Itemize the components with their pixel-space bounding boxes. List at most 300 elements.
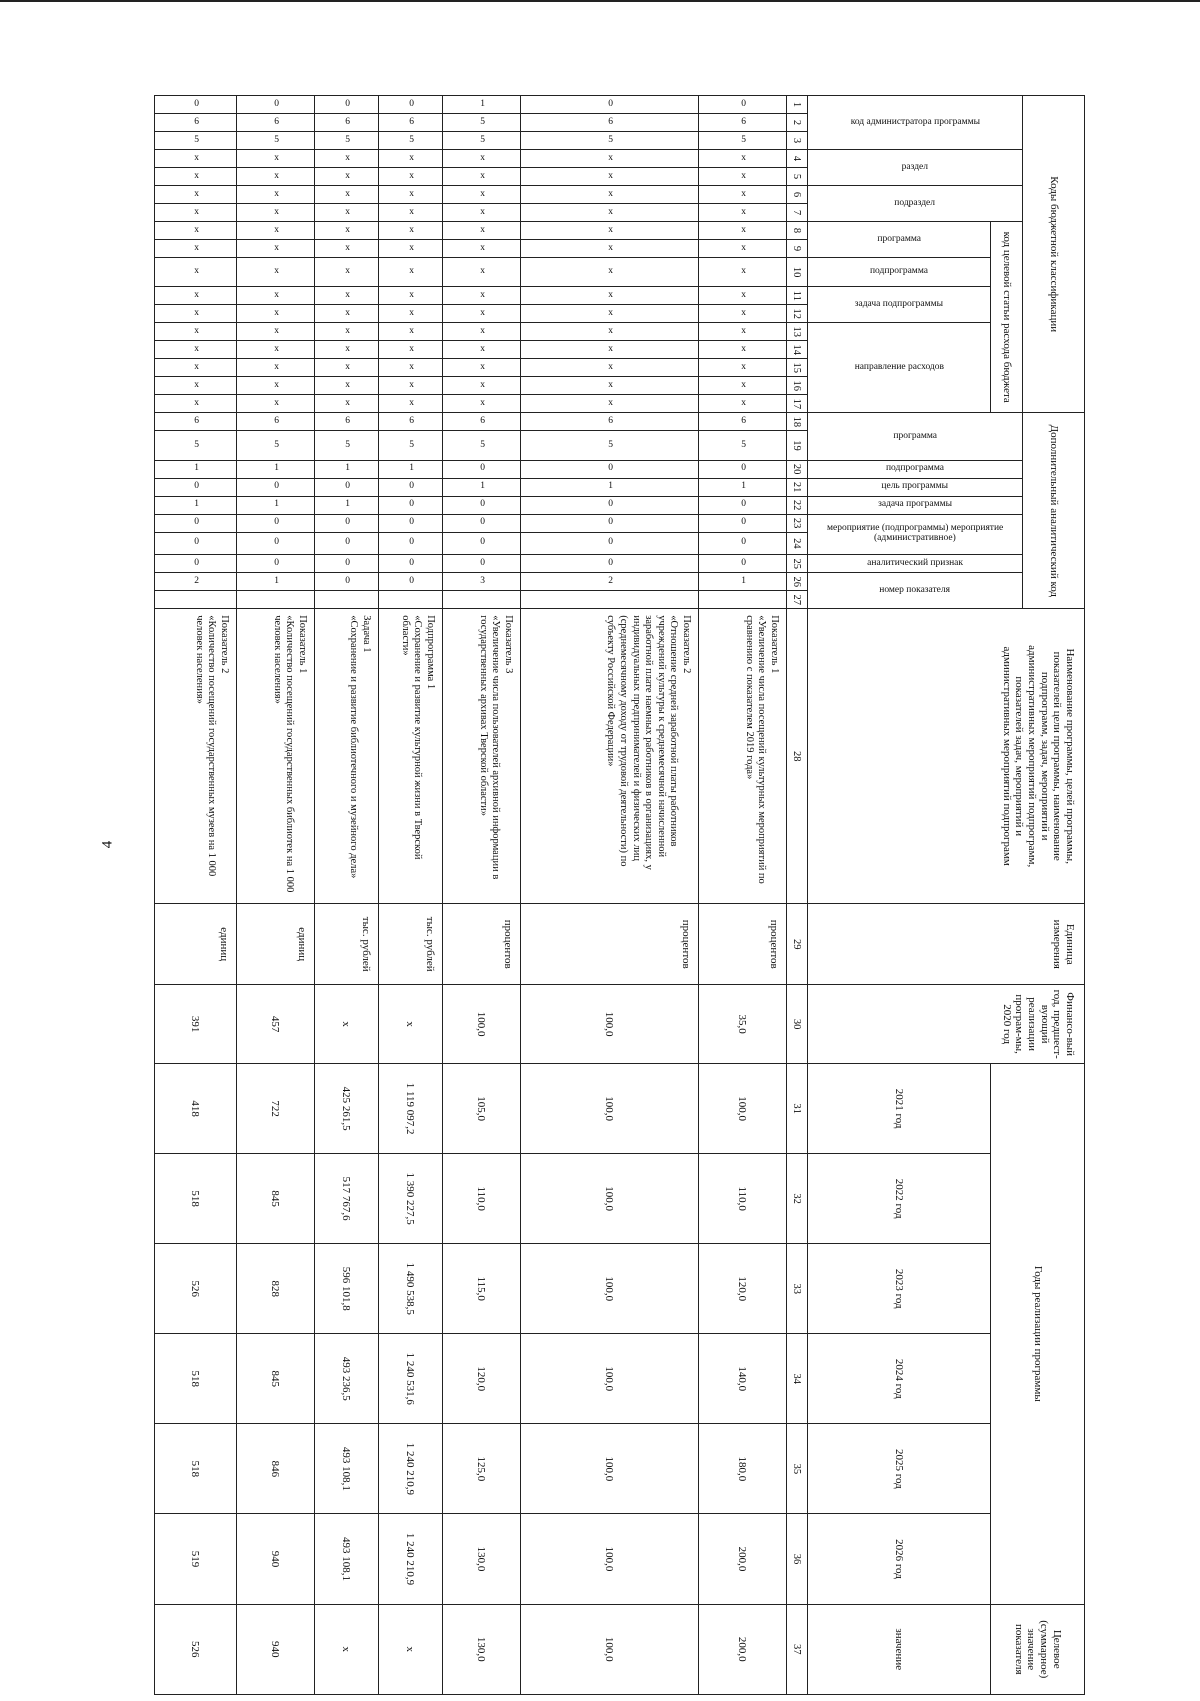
code-digit: x	[345, 343, 351, 354]
column-number: 13	[787, 323, 808, 341]
code-cell	[699, 240, 787, 258]
code-cell	[155, 168, 237, 186]
row-unit: тыс. рублей	[315, 904, 379, 985]
code-cell	[699, 96, 787, 114]
header-razdel-cell	[808, 150, 1023, 186]
code-digit: x	[274, 206, 280, 217]
code-digit: x	[345, 361, 351, 372]
code-cell	[237, 150, 315, 168]
code-cell	[521, 377, 699, 395]
row-year-value: 100,0	[521, 1154, 699, 1244]
code-cell	[443, 186, 521, 204]
page-number: 4	[99, 840, 116, 849]
column-number: 9	[787, 240, 808, 258]
code-cell	[379, 341, 443, 359]
code-cell	[699, 514, 787, 532]
row-description: «Сохранение и развитие культурной жизни в Тверской области»	[399, 615, 424, 860]
code-digit: x	[194, 224, 200, 235]
code-digit: 6	[274, 415, 280, 426]
code-cell	[155, 573, 237, 591]
code-cell	[315, 496, 379, 514]
code-digit: 1	[194, 463, 200, 474]
header-year-2022: 2022 год	[808, 1154, 991, 1244]
code-digit: x	[274, 289, 280, 300]
header-programma-cell	[808, 222, 991, 258]
code-cell	[443, 496, 521, 514]
row-year-value: 110,0	[699, 1154, 787, 1244]
code-cell	[315, 114, 379, 132]
header-razdel: раздел	[901, 161, 929, 172]
column-number: 3	[787, 132, 808, 150]
code-digit: x	[409, 397, 415, 408]
row-year-value: 845	[237, 1154, 315, 1244]
code-digit: 0	[345, 481, 351, 492]
row-description: «Сохранение и развитие библиотечного и музейного дела»	[348, 615, 360, 879]
code-cell	[315, 323, 379, 341]
code-cell	[237, 287, 315, 305]
code-cell	[443, 478, 521, 496]
code-cell	[521, 431, 699, 460]
code-digit: 0	[741, 557, 747, 568]
row-description: «Увеличение числа пользователей архивной информации в государственных архивах Тверской области»	[477, 615, 502, 880]
code-digit: 6	[274, 116, 280, 127]
code-digit: x	[409, 206, 415, 217]
code-cell	[155, 555, 237, 573]
row-year-value: 425 261,5	[315, 1064, 379, 1154]
column-number: 31	[787, 1064, 808, 1154]
code-digit: 5	[741, 439, 747, 450]
code-cell	[379, 114, 443, 132]
code-cell	[315, 431, 379, 460]
column-number: 34	[787, 1334, 808, 1424]
code-cell	[315, 413, 379, 431]
code-cell	[699, 168, 787, 186]
code-cell	[237, 359, 315, 377]
code-cell	[699, 359, 787, 377]
table-row	[155, 96, 237, 1695]
code-digit: 1	[608, 481, 614, 492]
code-cell	[155, 532, 237, 555]
code-digit: x	[608, 289, 614, 300]
header-target-group: Целевое (суммарное) значение показателя	[990, 1604, 1084, 1694]
top-rule	[0, 0, 1200, 2]
code-digit: x	[274, 361, 280, 372]
code-digit: x	[480, 170, 486, 181]
header-indicator-number: номер показателя	[879, 584, 951, 595]
code-cell	[237, 431, 315, 460]
header-year-2025: 2025 год	[808, 1424, 991, 1514]
column-number: 5	[787, 168, 808, 186]
code-digit: 0	[480, 499, 486, 510]
column-number: 11	[787, 287, 808, 305]
row-unit: единиц	[155, 904, 237, 985]
code-cell	[237, 323, 315, 341]
code-cell	[237, 555, 315, 573]
code-cell	[237, 395, 315, 413]
column-number: 2	[787, 114, 808, 132]
code-cell	[315, 460, 379, 478]
code-cell	[155, 258, 237, 287]
code-digit: x	[741, 170, 747, 181]
code-digit: 0	[741, 537, 747, 548]
code-cell	[237, 240, 315, 258]
code-digit: 0	[194, 481, 200, 492]
row-year-value: 115,0	[443, 1244, 521, 1334]
code-digit: x	[741, 206, 747, 217]
header-expense-direction-cell	[808, 323, 991, 413]
code-digit: 0	[194, 557, 200, 568]
header-year-2024: 2024 год	[808, 1334, 991, 1424]
code-digit: 3	[480, 575, 486, 586]
row-year-value: 526	[155, 1244, 237, 1334]
code-cell	[379, 305, 443, 323]
code-digit: x	[274, 170, 280, 181]
row-year-value: 105,0	[443, 1064, 521, 1154]
code-digit: x	[345, 325, 351, 336]
code-cell	[699, 258, 787, 287]
column-number: 15	[787, 359, 808, 377]
code-cell	[237, 258, 315, 287]
header-year-2021: 2021 год	[808, 1064, 991, 1154]
code-cell	[315, 395, 379, 413]
header-podrazdel: подраздел	[894, 197, 936, 208]
header-additional-code: Дополнительный аналитический код	[1023, 413, 1085, 609]
code-digit: 0	[409, 499, 415, 510]
code-digit: 6	[480, 415, 486, 426]
column-number: 19	[787, 431, 808, 460]
column-number: 25	[787, 555, 808, 573]
row-unit: процентов	[699, 904, 787, 985]
code-cell	[379, 460, 443, 478]
row-unit: тыс. рублей	[379, 904, 443, 985]
header-dop-programma: программа	[893, 430, 937, 441]
code-digit: x	[480, 206, 486, 217]
code-digit: 0	[274, 537, 280, 548]
column-number: 35	[787, 1424, 808, 1514]
code-cell	[155, 395, 237, 413]
row-year-value: 100,0	[521, 1334, 699, 1424]
code-cell	[443, 305, 521, 323]
row-description: «Количество посещений государственных музеев на 1 000 человек населения»	[193, 615, 218, 877]
code-digit: x	[194, 343, 200, 354]
header-years-group: Годы реализации программы	[990, 1064, 1084, 1604]
code-digit: x	[741, 224, 747, 235]
code-cell	[699, 591, 787, 609]
code-digit: x	[409, 224, 415, 235]
code-digit: 0	[608, 517, 614, 528]
row-title: Показатель 2	[681, 615, 692, 674]
row-year-value: 519	[155, 1514, 237, 1604]
code-digit: x	[741, 266, 747, 277]
header-name-column: Наименование программы, целей программы, показателей цели программы, наименование подпрограмм, задач, мероприятий и административных мероприятий подпрограмм, показателей задач, мероприятий и административных мероприятий подпрограмм	[808, 609, 1085, 904]
code-cell	[521, 555, 699, 573]
code-digit: 0	[409, 481, 415, 492]
code-digit: x	[409, 343, 415, 354]
code-cell	[443, 287, 521, 305]
header-expense-direction: направление расходов	[854, 361, 944, 372]
code-digit: 5	[480, 116, 486, 127]
code-cell	[443, 96, 521, 114]
row-name-cell	[699, 609, 787, 904]
code-cell	[315, 258, 379, 287]
code-digit: x	[194, 361, 200, 372]
code-digit: 6	[741, 116, 747, 127]
table-row	[699, 96, 787, 1695]
row-name-cell	[155, 609, 237, 904]
code-cell	[155, 204, 237, 222]
code-cell	[521, 114, 699, 132]
code-digit: x	[480, 379, 486, 390]
code-digit: x	[409, 242, 415, 253]
header-indicator-number-cell	[808, 573, 1023, 609]
row-title: Показатель 3	[503, 615, 514, 674]
indicators-table	[154, 95, 1085, 1695]
column-number: 22	[787, 496, 808, 514]
code-cell	[443, 168, 521, 186]
code-cell	[443, 323, 521, 341]
column-number: 1	[787, 96, 808, 114]
row-base-year-value: 391	[155, 985, 237, 1064]
code-cell	[443, 532, 521, 555]
code-digit: 0	[345, 575, 351, 586]
code-digit: x	[409, 188, 415, 199]
code-cell	[155, 514, 237, 532]
table-row	[237, 96, 315, 1695]
header-program-task: задача программы	[878, 499, 952, 510]
code-cell	[379, 222, 443, 240]
code-cell	[315, 555, 379, 573]
code-cell	[155, 114, 237, 132]
row-year-value: 1 490 538,5	[379, 1244, 443, 1334]
row-target-value: 100,0	[521, 1604, 699, 1694]
header-measure: мероприятие (подпрограммы) мероприятие (административное)	[826, 523, 1004, 544]
code-digit: 0	[409, 98, 415, 109]
code-cell	[699, 114, 787, 132]
code-cell	[699, 186, 787, 204]
code-cell	[521, 204, 699, 222]
code-digit: x	[608, 206, 614, 217]
row-year-value: 828	[237, 1244, 315, 1334]
code-cell	[699, 305, 787, 323]
row-year-value: 100,0	[699, 1064, 787, 1154]
code-digit: x	[608, 224, 614, 235]
code-digit: 1	[741, 575, 747, 586]
row-year-value: 140,0	[699, 1334, 787, 1424]
column-number: 30	[787, 985, 808, 1064]
row-year-value: 1 240 210,9	[379, 1424, 443, 1514]
column-number: 10	[787, 258, 808, 287]
column-numbers-row	[787, 96, 808, 1695]
code-digit: x	[345, 152, 351, 163]
code-digit: 1	[274, 463, 280, 474]
code-digit: 5	[274, 439, 280, 450]
code-cell	[379, 591, 443, 609]
code-cell	[315, 591, 379, 609]
code-cell	[379, 514, 443, 532]
code-cell	[237, 573, 315, 591]
code-digit: x	[194, 307, 200, 318]
code-cell	[379, 240, 443, 258]
code-digit: x	[194, 242, 200, 253]
code-cell	[699, 555, 787, 573]
column-number: 26	[787, 573, 808, 591]
code-digit: x	[345, 307, 351, 318]
code-cell	[443, 114, 521, 132]
code-digit: 0	[480, 517, 486, 528]
code-cell	[521, 150, 699, 168]
column-number: 29	[787, 904, 808, 985]
code-digit: x	[194, 379, 200, 390]
code-cell	[237, 222, 315, 240]
row-year-value: 1 119 097,2	[379, 1064, 443, 1154]
header-target-value: значение	[808, 1604, 991, 1694]
row-unit: процентов	[443, 904, 521, 985]
row-target-value: 940	[237, 1604, 315, 1694]
code-cell	[699, 395, 787, 413]
code-digit: 1	[480, 98, 486, 109]
row-target-value: x	[379, 1604, 443, 1694]
table-row	[443, 96, 521, 1695]
code-digit: 5	[194, 134, 200, 145]
code-digit: x	[194, 170, 200, 181]
row-base-year-value: x	[379, 985, 443, 1064]
code-digit: x	[194, 325, 200, 336]
row-year-value: 200,0	[699, 1514, 787, 1604]
header-dop-podprogramma: подпрограмма	[885, 463, 945, 474]
header-podprogramma: подпрограмма	[869, 266, 928, 277]
code-cell	[379, 287, 443, 305]
code-cell	[315, 186, 379, 204]
code-cell	[699, 222, 787, 240]
code-digit: x	[480, 242, 486, 253]
code-cell	[699, 496, 787, 514]
code-cell	[443, 204, 521, 222]
code-cell	[443, 240, 521, 258]
header-measure-cell	[808, 514, 1023, 555]
row-base-year-value: 457	[237, 985, 315, 1064]
row-base-year-value: 100,0	[521, 985, 699, 1064]
header-dop-podprogramma-cell	[808, 460, 1023, 478]
code-digit: x	[741, 242, 747, 253]
row-year-value: 120,0	[443, 1334, 521, 1424]
code-cell	[521, 496, 699, 514]
row-target-value: 526	[155, 1604, 237, 1694]
code-digit: 2	[608, 575, 614, 586]
code-digit: x	[741, 152, 747, 163]
code-digit: x	[608, 397, 614, 408]
code-cell	[521, 258, 699, 287]
code-cell	[237, 114, 315, 132]
code-digit: 0	[608, 499, 614, 510]
code-digit: 0	[480, 463, 486, 474]
code-cell	[521, 240, 699, 258]
code-cell	[315, 96, 379, 114]
code-cell	[379, 431, 443, 460]
code-cell	[237, 341, 315, 359]
header-zadacha-cell	[808, 287, 991, 323]
code-digit: x	[345, 224, 351, 235]
code-digit: x	[741, 343, 747, 354]
code-digit: 1	[345, 499, 351, 510]
code-cell	[315, 132, 379, 150]
code-cell	[155, 323, 237, 341]
code-digit: 5	[741, 134, 747, 145]
code-cell	[237, 496, 315, 514]
column-number: 28	[787, 609, 808, 904]
row-year-value: 100,0	[521, 1514, 699, 1604]
code-cell	[443, 555, 521, 573]
row-year-value: 518	[155, 1334, 237, 1424]
column-number: 4	[787, 150, 808, 168]
column-number: 24	[787, 532, 808, 555]
code-digit: 5	[345, 439, 351, 450]
code-cell	[315, 478, 379, 496]
code-cell	[315, 514, 379, 532]
row-year-value: 846	[237, 1424, 315, 1514]
code-cell	[699, 287, 787, 305]
code-cell	[443, 150, 521, 168]
column-number: 17	[787, 395, 808, 413]
row-year-value: 180,0	[699, 1424, 787, 1514]
column-number: 16	[787, 377, 808, 395]
column-number: 33	[787, 1244, 808, 1334]
code-digit: 0	[741, 499, 747, 510]
code-cell	[155, 359, 237, 377]
code-digit: 5	[608, 134, 614, 145]
code-cell	[315, 240, 379, 258]
code-digit: x	[194, 289, 200, 300]
code-digit: 2	[194, 575, 200, 586]
code-cell	[237, 377, 315, 395]
code-digit: x	[608, 170, 614, 181]
row-year-value: 110,0	[443, 1154, 521, 1244]
code-cell	[443, 431, 521, 460]
code-digit: 0	[274, 481, 280, 492]
code-digit: x	[480, 343, 486, 354]
code-digit: x	[345, 188, 351, 199]
code-cell	[315, 341, 379, 359]
code-digit: x	[741, 289, 747, 300]
code-cell	[521, 323, 699, 341]
code-digit: x	[274, 379, 280, 390]
code-cell	[699, 460, 787, 478]
code-digit: 0	[480, 537, 486, 548]
code-cell	[521, 514, 699, 532]
code-digit: 1	[480, 481, 486, 492]
row-name-cell	[237, 609, 315, 904]
code-digit: 5	[480, 439, 486, 450]
code-cell	[315, 532, 379, 555]
column-number: 37	[787, 1604, 808, 1694]
code-cell	[521, 96, 699, 114]
code-digit: x	[345, 379, 351, 390]
column-number: 14	[787, 341, 808, 359]
code-digit: x	[409, 170, 415, 181]
code-cell	[237, 186, 315, 204]
row-name-cell	[443, 609, 521, 904]
code-digit: 0	[480, 557, 486, 568]
code-digit: x	[194, 397, 200, 408]
row-year-value: 517 767,6	[315, 1154, 379, 1244]
code-cell	[237, 96, 315, 114]
code-digit: 0	[608, 98, 614, 109]
code-cell	[521, 186, 699, 204]
code-cell	[521, 478, 699, 496]
code-digit: 6	[409, 415, 415, 426]
code-cell	[521, 413, 699, 431]
code-cell	[379, 478, 443, 496]
header-analytic: аналитический признак	[867, 557, 963, 568]
